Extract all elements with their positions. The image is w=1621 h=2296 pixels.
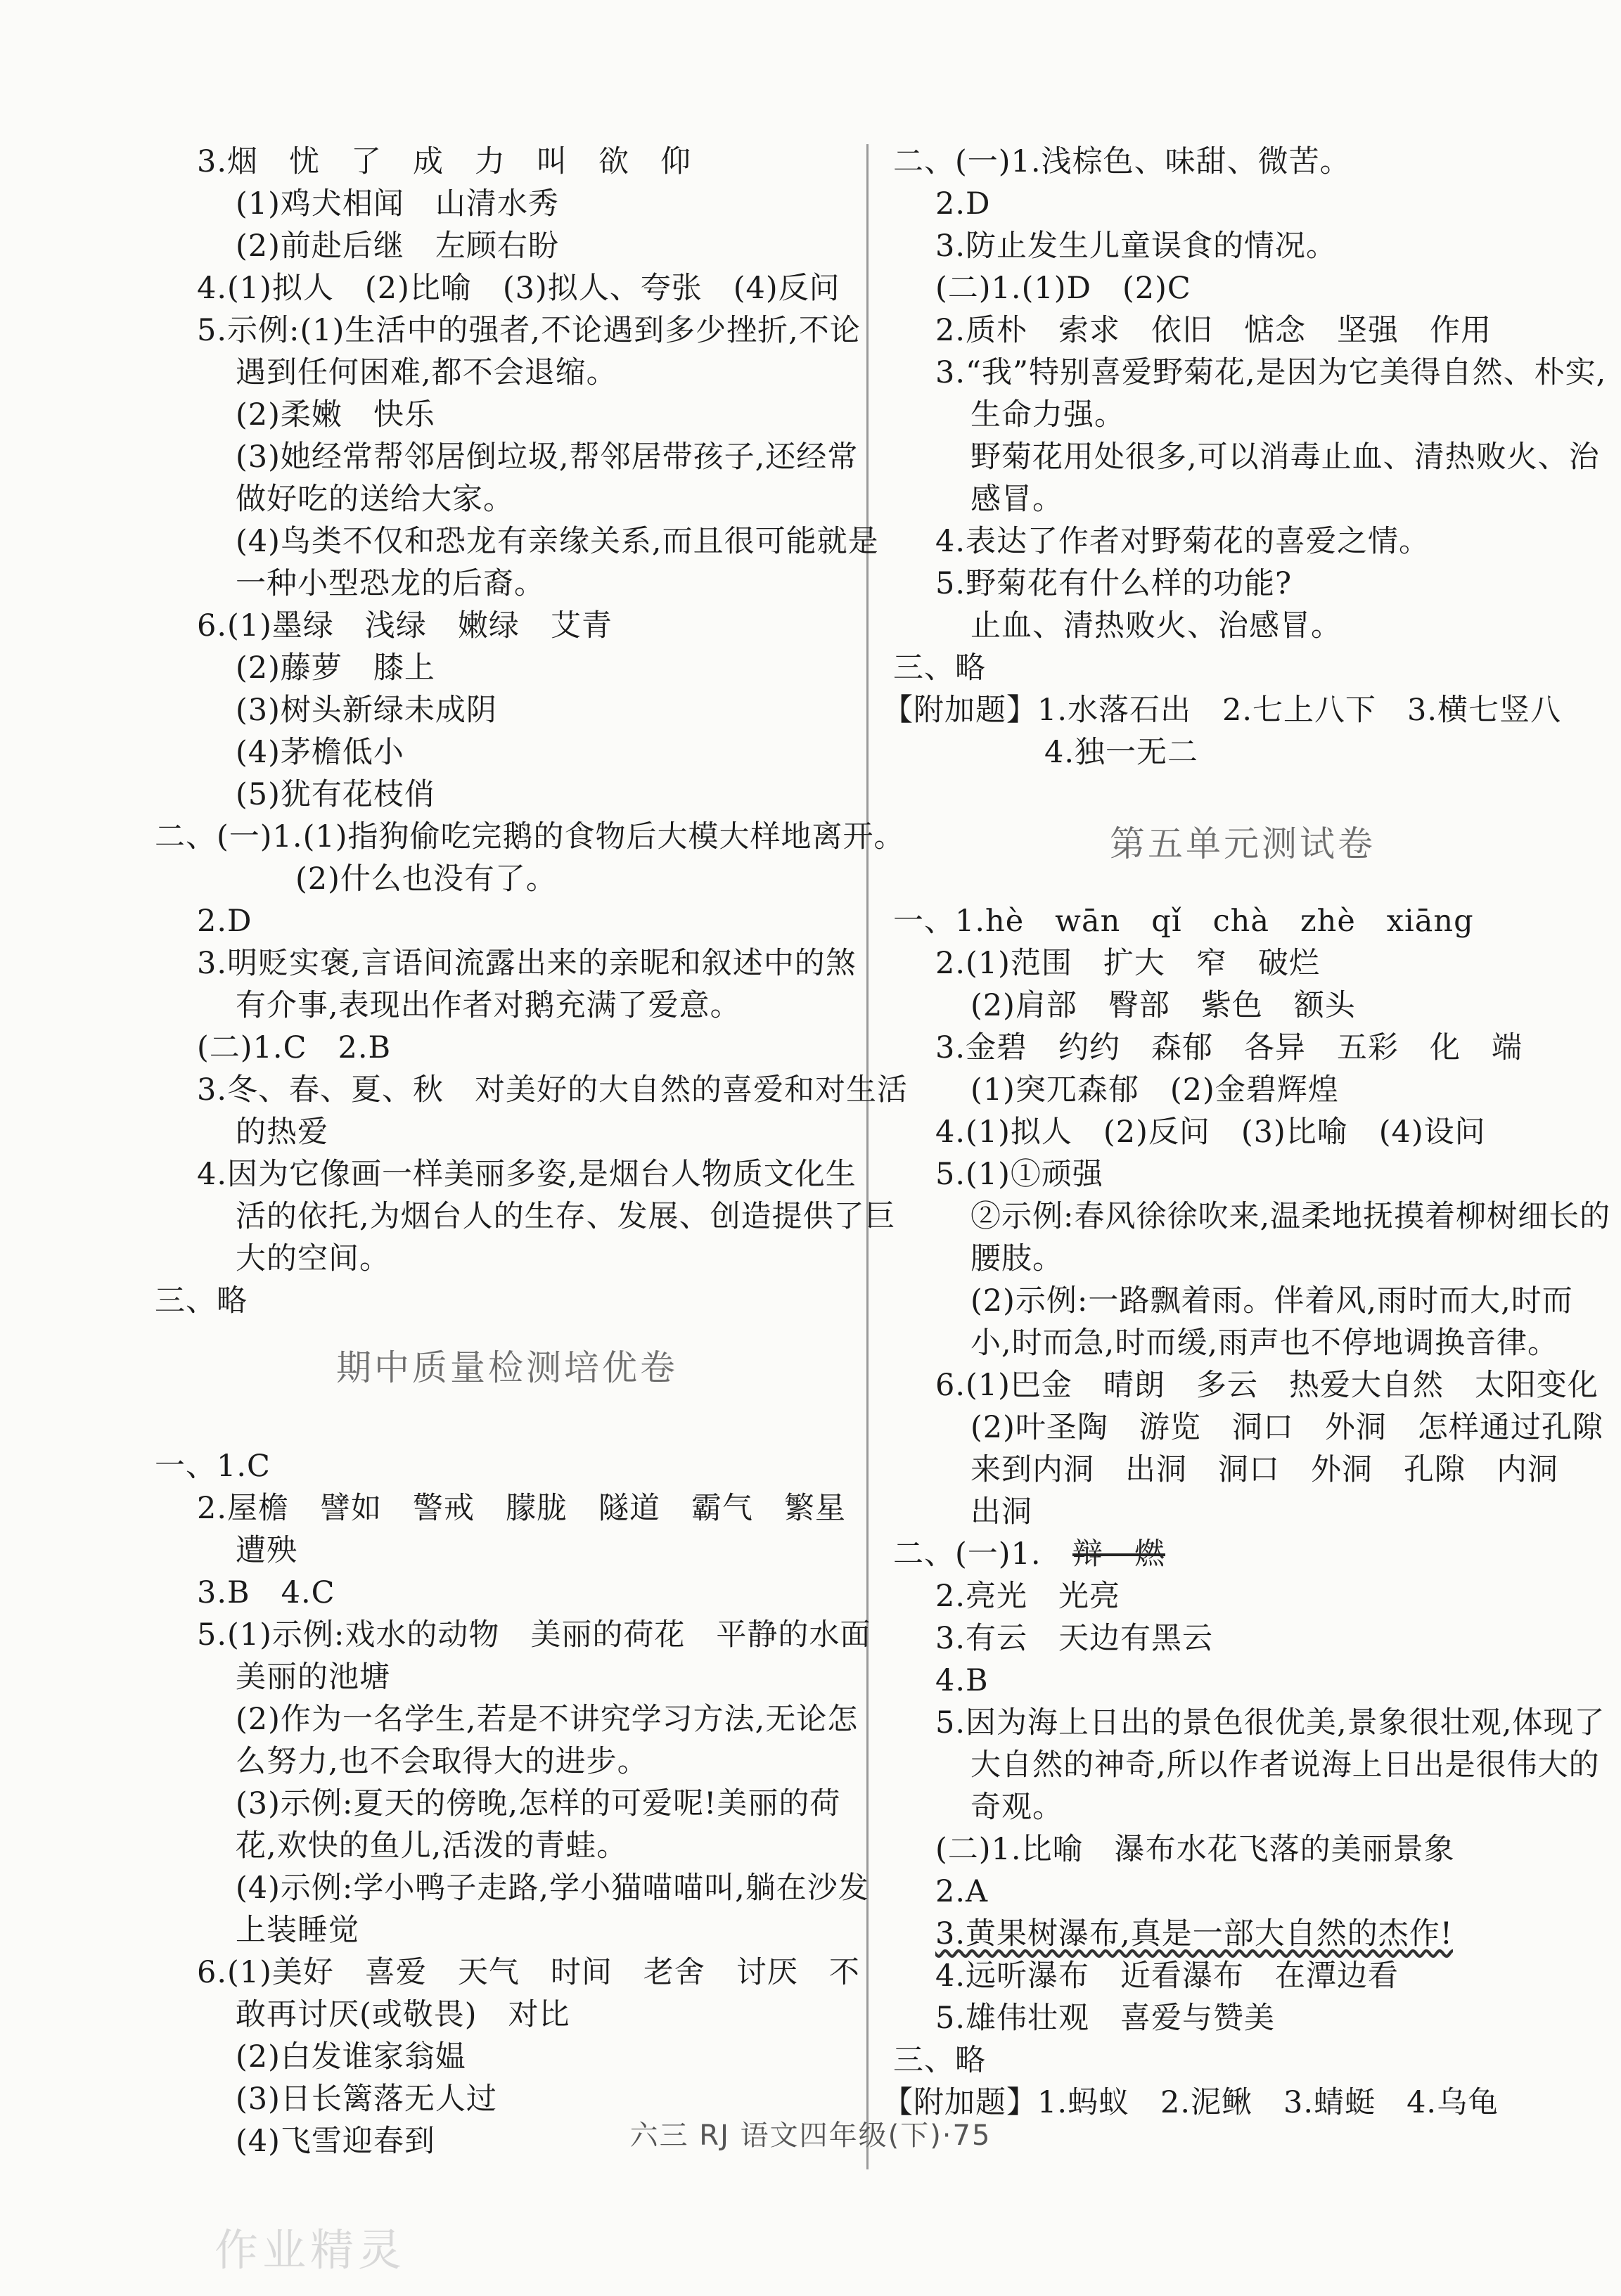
answer-line: 2.屋檐 譬如 警戒 朦胧 隧道 霸气 繁星 — [197, 1491, 847, 1526]
answer-line: 5.(1)示例:戏水的动物 美丽的荷花 平静的水面 — [197, 1617, 871, 1653]
answer-line: (3)她经常帮邻居倒垃圾,帮邻居带孩子,还经常 — [236, 440, 859, 475]
answer-line: (2)前赴后继 左顾右盼 — [236, 229, 559, 264]
answer-line: ②示例:春风徐徐吹来,温柔地抚摸着柳树细长的 — [970, 1199, 1611, 1234]
answer-line: (2)柔嫩 快乐 — [236, 397, 435, 432]
answer-line: (二)1.C 2.B — [197, 1030, 392, 1065]
answer-line: (2)藤萝 膝上 — [236, 650, 435, 686]
answer-line-wavy: 3.黄果树瀑布,真是一部大自然的杰作! — [935, 1916, 1453, 1951]
answer-line: 5.因为海上日出的景色很优美,景象很壮观,体现了 — [935, 1705, 1606, 1740]
answer-line: 活的依托,为烟台人的生存、发展、创造提供了巨 — [236, 1199, 896, 1234]
answer-line: (2)叶圣陶 游览 洞口 外洞 怎样通过孔隙 — [970, 1410, 1603, 1445]
answer-line: 小,时而急,时而缓,雨声也不停地调换音律。 — [970, 1326, 1559, 1361]
answer-line: 4.因为它像画一样美丽多姿,是烟台人物质文化生 — [197, 1157, 857, 1192]
answer-line: 5.野菊花有什么样的功能? — [935, 566, 1293, 601]
answer-line: 二、(一)1. — [893, 1537, 1042, 1572]
answer-line: (1)鸡犬相闻 山清水秀 — [236, 186, 559, 222]
answer-line: 4.(1)拟人 (2)反问 (3)比喻 (4)设问 — [935, 1115, 1486, 1150]
page-footer: 六三 RJ 语文四年级(下)·75 — [629, 2119, 992, 2152]
answer-line: 6.(1)巴金 晴朗 多云 热爱大自然 太阳变化 — [935, 1368, 1598, 1403]
answer-line: 6.(1)美好 喜爱 天气 时间 老舍 讨厌 不 — [197, 1955, 860, 1990]
answer-line: 出洞 — [970, 1494, 1032, 1529]
answer-line: 遇到任何困难,都不会退缩。 — [236, 355, 617, 390]
answer-line: 大的空间。 — [236, 1241, 390, 1276]
answer-line: 生命力强。 — [970, 397, 1125, 432]
answer-line: (2)示例:一路飘着雨。伴着风,雨时而大,时而 — [970, 1283, 1573, 1319]
answer-line: 三、略 — [155, 1283, 248, 1319]
answer-line: (2)什么也没有了。 — [295, 861, 557, 897]
answer-line: 止血、清热败火、治感冒。 — [970, 608, 1342, 643]
answer-line: (4)示例:学小鸭子走路,学小猫喵喵叫,躺在沙发 — [236, 1871, 869, 1906]
answer-line: 一、1.hè wān qǐ chà zhè xiāng — [893, 904, 1474, 939]
answer-line: 奇观。 — [970, 1790, 1063, 1825]
answer-line: 3.防止发生儿童误食的情况。 — [935, 229, 1338, 264]
answer-line: 2.(1)范围 扩大 窄 破烂 — [935, 946, 1320, 981]
answer-line: 3.金碧 约约 森郁 各异 五彩 化 端 — [935, 1030, 1523, 1065]
answer-line: 做好吃的送给大家。 — [236, 482, 514, 517]
answer-line: 【附加题】1.水落石出 2.七上八下 3.横七竖八 — [883, 693, 1562, 728]
answer-line: 大自然的神奇,所以作者说海上日出是很伟大的 — [970, 1747, 1600, 1783]
answer-line: 一、1.C — [155, 1449, 271, 1484]
answer-line: 遭殃 — [236, 1533, 297, 1568]
answer-line: 5.雄伟壮观 喜爱与赞美 — [935, 2001, 1276, 2036]
answer-line: 三、略 — [893, 2043, 986, 2078]
answer-line: 3.“我”特别喜爱野菊花,是因为它美得自然、朴实, — [935, 355, 1607, 390]
watermark: 作业精灵 — [214, 2224, 406, 2276]
answer-line: (4)茅檐低小 — [236, 735, 404, 770]
answer-line: 3.烟 忧 了 成 力 叫 欲 仰 — [197, 144, 692, 179]
answer-line: 【附加题】1.蚂蚁 2.泥鳅 3.蜻蜓 4.乌龟 — [883, 2085, 1499, 2120]
answer-line: 二、(一)1.(1)指狗偷吃完鹅的食物后大模大样地离开。 — [155, 819, 905, 854]
answer-line: 2.D — [935, 186, 991, 222]
answer-line: (3)示例:夏天的傍晚,怎样的可爱呢!美丽的荷 — [236, 1786, 841, 1821]
answer-line: (4)飞雪迎春到 — [236, 2124, 435, 2159]
answer-line: 么努力,也不会取得大的进步。 — [236, 1744, 648, 1779]
answer-line: 2.亮光 光亮 — [935, 1579, 1121, 1614]
answer-line: 来到内洞 出洞 洞口 外洞 孔隙 内洞 — [970, 1452, 1558, 1487]
answer-line: 4.远听瀑布 近看瀑布 在潭边看 — [935, 1958, 1399, 1994]
answer-line: 感冒。 — [970, 482, 1063, 517]
answer-line: 三、略 — [893, 650, 986, 686]
answer-line: 上装睡觉 — [236, 1913, 359, 1948]
answer-line: 腰肢。 — [970, 1241, 1063, 1276]
column-divider — [866, 144, 869, 2169]
section-title-unit5: 第五单元测试卷 — [1110, 823, 1376, 864]
answer-line: 2.D — [197, 904, 252, 939]
answer-line: (4)鸟类不仅和恐龙有亲缘关系,而且很可能就是 — [236, 524, 879, 559]
answer-line: (二)1.比喻 瀑布水花飞落的美丽景象 — [935, 1832, 1455, 1867]
answer-line: 一种小型恐龙的后裔。 — [236, 566, 545, 601]
answer-line: (1)突兀森郁 (2)金碧辉煌 — [970, 1072, 1339, 1108]
answer-line: 4.表达了作者对野菊花的喜爱之情。 — [935, 524, 1430, 559]
answer-line: 花,欢快的鱼儿,活泼的青蛙。 — [236, 1828, 628, 1864]
answer-line: 4.(1)拟人 (2)比喻 (3)拟人、夸张 (4)反问 — [197, 271, 840, 306]
answer-line: 4.独一无二 — [1044, 735, 1199, 770]
answer-line: 2.A — [935, 1874, 989, 1909]
answer-line: 野菊花用处很多,可以消毒止血、清热败火、治 — [970, 440, 1600, 475]
answer-line: (2)肩部 臀部 紫色 额头 — [970, 988, 1356, 1023]
answer-line: 5.(1)①顽强 — [935, 1157, 1103, 1192]
answer-line: 美丽的池塘 — [236, 1660, 390, 1695]
answer-line: (二)1.(1)D (2)C — [935, 271, 1191, 306]
answer-line: 4.B — [935, 1663, 989, 1698]
answer-line: 3.B 4.C — [197, 1575, 335, 1610]
answer-line: 有介事,表现出作者对鹅充满了爱意。 — [236, 988, 741, 1023]
answer-line: 5.示例:(1)生活中的强者,不论遇到多少挫折,不论 — [197, 313, 861, 348]
answer-line: 6.(1)墨绿 浅绿 嫩绿 艾青 — [197, 608, 613, 643]
answer-line: 敢再讨厌(或敬畏) 对比 — [236, 1997, 570, 2032]
crossed-chars: 辩 燃 — [1072, 1537, 1165, 1572]
answer-line: 二、(一)1.浅棕色、味甜、微苦。 — [893, 144, 1351, 179]
answer-line: (5)犹有花枝俏 — [236, 777, 435, 812]
answer-line: (3)日长篱落无人过 — [236, 2082, 497, 2117]
answer-line: 3.有云 天边有黑云 — [935, 1621, 1214, 1656]
answer-line: (2)作为一名学生,若是不讲究学习方法,无论怎 — [236, 1702, 859, 1737]
section-title-midterm: 期中质量检测培优卷 — [336, 1347, 678, 1388]
answer-line: (3)树头新绿未成阴 — [236, 693, 497, 728]
answer-line: 3.冬、春、夏、秋 对美好的大自然的喜爱和对生活 — [197, 1072, 909, 1108]
answer-line: (2)白发谁家翁媪 — [236, 2039, 466, 2074]
answer-line: 2.质朴 索求 依旧 惦念 坚强 作用 — [935, 313, 1492, 348]
answer-line: 3.明贬实褒,言语间流露出来的亲昵和叙述中的煞 — [197, 946, 857, 981]
answer-line: 的热爱 — [236, 1115, 328, 1150]
